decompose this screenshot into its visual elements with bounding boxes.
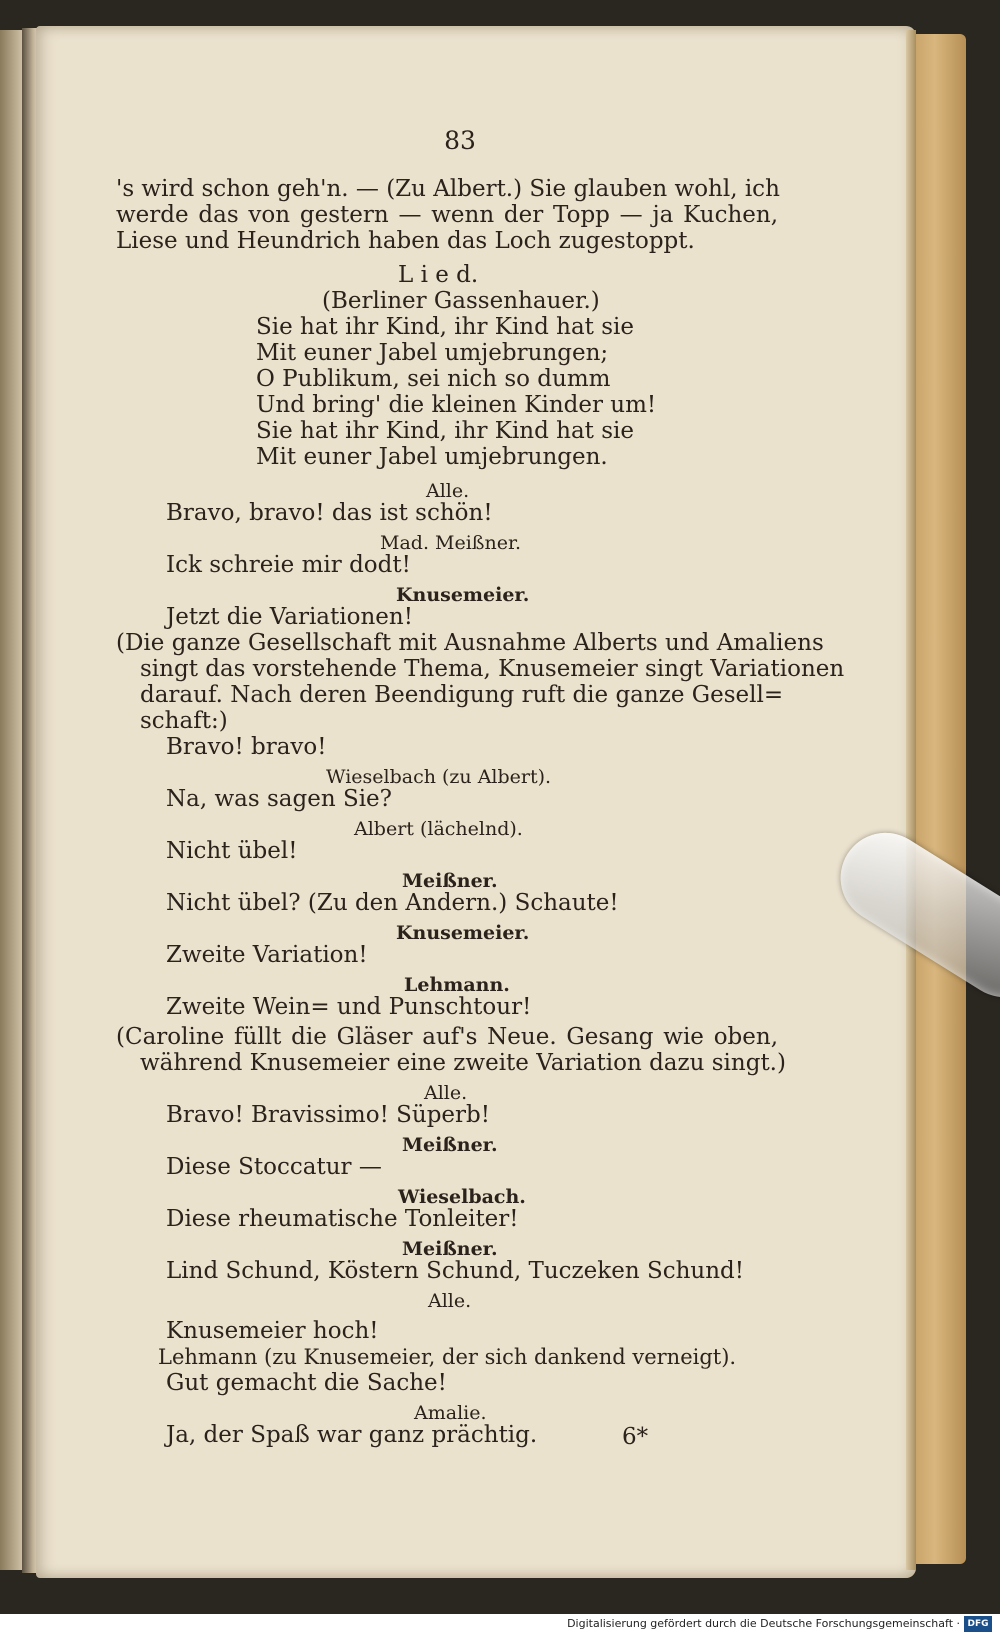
text-line: werde das von gestern — wenn der Topp — ja Kuchen, [116, 202, 778, 228]
speaker-name: Knusemeier. [396, 584, 530, 606]
dialogue-line: Na, was sagen Sie? [166, 786, 393, 812]
stage-direction: während Knusemeier eine zweite Variation dazu singt.) [140, 1050, 786, 1076]
verse-line: Mit euner Jabel umjebrungen; [256, 340, 609, 366]
page-stack-edge [914, 34, 966, 1564]
dialogue-line: Gut gemacht die Sache! [166, 1370, 447, 1396]
song-heading: L i e d. [398, 262, 479, 288]
dialogue-line: Nicht übel! [166, 838, 298, 864]
speaker-name: Alle. [426, 480, 470, 502]
speaker-name: Meißner. [402, 1238, 498, 1260]
verse-line: Sie hat ihr Kind, ihr Kind hat sie [256, 418, 634, 444]
speaker-name: Wieselbach. [398, 1186, 526, 1208]
page-edge-line [906, 30, 916, 1570]
speaker-name: Knusemeier. [396, 922, 530, 944]
dialogue-line: Zweite Variation! [166, 942, 368, 968]
verse-line: Sie hat ihr Kind, ihr Kind hat sie [256, 314, 634, 340]
stage-direction: schaft:) [140, 708, 228, 734]
speaker-name: Alle. [428, 1290, 472, 1312]
speaker-name: Lehmann. [404, 974, 510, 996]
text-line: 's wird schon geh'n. — (Zu Albert.) Sie glauben wohl, ich [116, 176, 780, 202]
speaker-name: Wieselbach (zu Albert). [326, 766, 552, 788]
catchword: 6* [622, 1424, 649, 1450]
dialogue-line: Lind Schund, Köstern Schund, Tuczeken Schund! [166, 1258, 744, 1284]
dfg-logo-icon: DFG [964, 1616, 992, 1632]
dialogue-line: Ja, der Spaß war ganz prächtig. [166, 1422, 538, 1448]
speaker-name: Lehmann (zu Knusemeier, der sich dankend verneigt). [158, 1345, 737, 1369]
speaker-name: Meißner. [402, 870, 498, 892]
stage-direction: (Caroline füllt die Gläser auf's Neue. Gesang wie oben, [116, 1024, 778, 1050]
speaker-name: Mad. Meißner. [380, 532, 522, 554]
dialogue-line: Bravo! bravo! [166, 734, 327, 760]
dialogue-line: Diese rheumatische Tonleiter! [166, 1206, 519, 1232]
dialogue-line: Jetzt die Variationen! [166, 604, 413, 630]
dialogue-line: Nicht übel? (Zu den Andern.) Schaute! [166, 890, 619, 916]
dialogue-line: Diese Stoccatur — [166, 1154, 382, 1180]
verse-line: Mit euner Jabel umjebrungen. [256, 444, 608, 470]
song-subheading: (Berliner Gassenhauer.) [322, 288, 600, 314]
stage-direction: darauf. Nach deren Beendigung ruft die ganze Gesell= [140, 682, 784, 708]
page-number: 83 [444, 126, 476, 155]
dialogue-line: Bravo, bravo! das ist schön! [166, 500, 493, 526]
funding-notice: Digitalisierung gefördert durch die Deutsche Forschungsgemeinschaft · [567, 1617, 960, 1630]
speaker-name: Albert (lächelnd). [354, 818, 523, 840]
speaker-name: Alle. [424, 1082, 468, 1104]
dialogue-line: Zweite Wein= und Punschtour! [166, 994, 532, 1020]
dialogue-line: Bravo! Bravissimo! Süperb! [166, 1102, 490, 1128]
stage-direction: singt das vorstehende Thema, Knusemeier singt Variationen [140, 656, 845, 682]
speaker-name: Meißner. [402, 1134, 498, 1156]
verse-line: O Publikum, sei nich so dumm [256, 366, 611, 392]
text-line: Liese und Heundrich haben das Loch zugestoppt. [116, 228, 695, 254]
stage-direction: (Die ganze Gesellschaft mit Ausnahme Alberts und Amaliens [116, 630, 824, 656]
verse-line: Und bring' die kleinen Kinder um! [256, 392, 657, 418]
dialogue-line: Ick schreie mir dodt! [166, 552, 411, 578]
dialogue-line: Knusemeier hoch! [166, 1318, 379, 1344]
speaker-name: Amalie. [414, 1402, 487, 1424]
